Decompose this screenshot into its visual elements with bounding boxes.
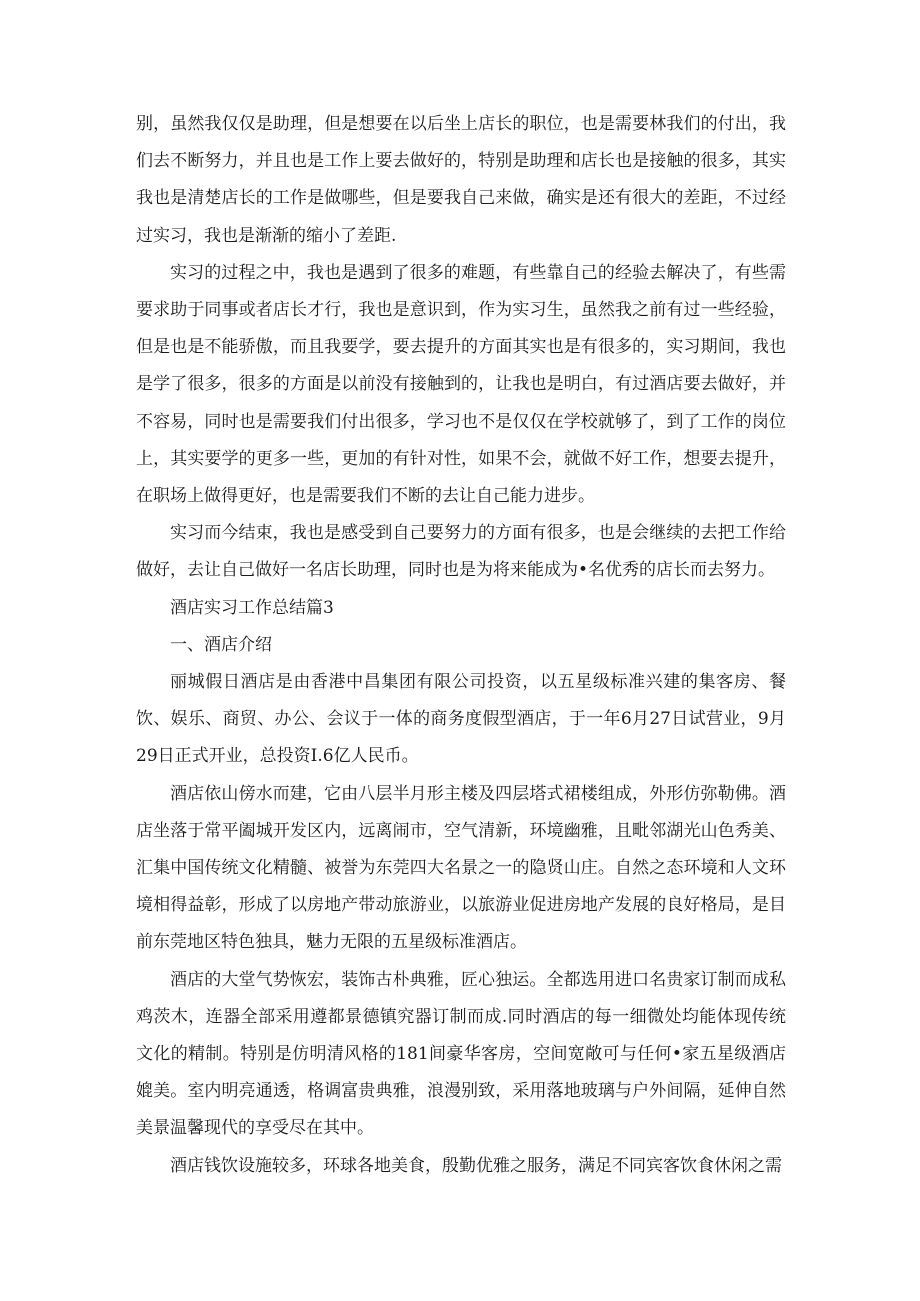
subsection-title: 一、酒店介绍: [170, 634, 272, 655]
section-title: 酒店实习工作总结篇3: [170, 597, 334, 618]
paragraph-7: 酒店钱饮设施较多，环球各地美食，殷勤优雅之服务，满足不同宾客饮食休闲之需: [170, 1155, 782, 1176]
paragraph-2: 实习的过程之中，我也是遇到了很多的难题，有些靠自己的经验去解决了，有些需要求助于同事或者店长才行，我也是意识到，作为实习生，虽然我之前有过一些经验，但是也是不能骄傲，而且我要学，要去提升的方面其实也是有很多的，实习期间，我也是学了很多，很多的方面是以前没有接触到的，让我也是明白，有过酒店要去做好，并不容易，同时也是需要我们付出很多，学习也不是仅仅在学校就够了，到了工作的岗位上，其实要学的更多一些，更加的有针对性，如果不会，就做不好工作，想要去提升，在职场上做得更好，也是需要我们不断的去让自己能力进步。: [136, 262, 786, 507]
paragraph-1: 别，虽然我仅仅是助理，但是想要在以后坐上店长的职位，也是需要林我们的付出，我们去不断努力，并且也是工作上要去做好的，特别是助理和店长也是接触的很多，其实我也是清楚店长的工作是做哪些，但是要我自己来做，确实是还有很大的差距，不过经过实习，我也是渐渐的缩小了差距.: [136, 114, 786, 246]
document-page: [136, 106, 786, 1185]
paragraph-5: 酒店依山傍水而建，它由八层半月形主楼及四层塔式裙楼组成，外形仿弥勒佛。酒店坐落于常平阖城开发区内，远离闹市，空气清新，环境幽雅，且毗邻湖光山色秀美、汇集中国传统文化精髓、被誉为东莞四大名景之一的隐贤山庄。自然之态环境和人文环境相得益彰，形成了以房地产带动旅游业，以旅游业促进房地产发展的良好格局，是目前东莞地区特色独具，魅力无限的五星级标准酒店。: [136, 783, 786, 953]
paragraph-3: 实习而今结束，我也是感受到自己要努力的方面有很多，也是会继续的去把工作给做好，去让自己做好一名店长助理，同时也是为将来能成为•名优秀的店长而去努力。: [136, 523, 786, 581]
paragraph-4: 丽城假日酒店是由香港中昌集团有限公司投资，以五星级标准兴建的集客房、餐饮、娱乐、商贸、办公、会议于一体的商务度假型酒店，于一年6月27日试营业，9月29日正式开业，总投资I.6亿人民币。: [136, 672, 786, 767]
paragraph-6: 酒店的大堂气势恢宏，装饰古朴典雅，匠心独运。全都选用进口名贵家订制而成私鸡茨木，连器全部采用遵都景德镇究器订制而成.同时酒店的每一细微处均能体现传统文化的精制。特别是仿明清风格的181间豪华客房，空间宽敞可与任何•家五星级酒店媲美。室内明亮通透，格调富贵典雅，浪漫别致，采用落地玻璃与户外间隔，延伸自然美景温馨现代的享受尽在其中。: [136, 969, 786, 1139]
